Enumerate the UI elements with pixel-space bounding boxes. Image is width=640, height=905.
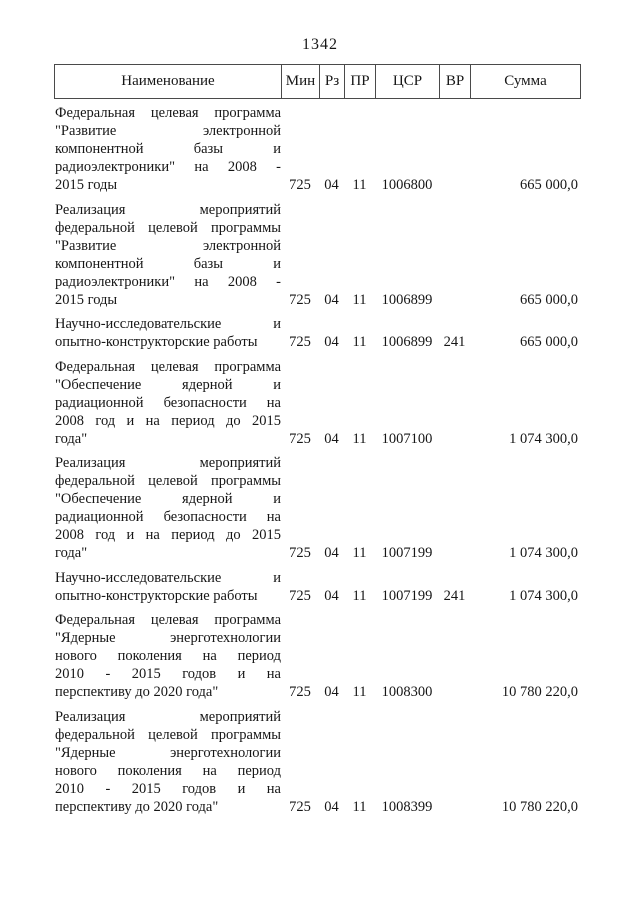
sum-cell: 665 000,0	[520, 177, 578, 193]
min-cell: 725	[289, 684, 311, 700]
header-cell-rz: Рз	[319, 65, 344, 98]
name-line: федеральной целевой программы	[55, 726, 281, 743]
csr-cell: 1007199	[381, 587, 433, 604]
name-line: 2010 - 2015 годов и на	[55, 780, 281, 797]
name-line: перспективу до 2020 года"	[55, 798, 219, 815]
min-cell: 725	[289, 545, 311, 561]
table-row	[55, 315, 580, 351]
name-cell	[55, 315, 281, 351]
rz-cell: 04	[324, 545, 339, 561]
csr-cell: 1007199	[381, 545, 433, 561]
pr-cell: 11	[352, 430, 367, 447]
name-line: Реализация мероприятий	[55, 201, 281, 218]
table-row	[55, 201, 580, 309]
csr-cell: 1006899	[381, 291, 433, 308]
sum-cell: 665 000,0	[520, 334, 578, 350]
table-body	[55, 104, 580, 822]
name-line: "Развитие электронной	[55, 123, 281, 139]
name-line: опытно-конструкторские работы	[55, 334, 258, 350]
name-line: нового поколения на период	[55, 762, 281, 779]
pr-cell: 11	[352, 798, 367, 815]
name-line: Реализация мероприятий	[55, 708, 281, 725]
name-line: "Развитие электронной	[55, 237, 281, 254]
name-cell	[55, 201, 281, 309]
min-cell: 725	[289, 291, 311, 308]
name-line: "Обеспечение ядерной и	[55, 491, 281, 507]
table-row	[55, 569, 580, 605]
name-cell	[55, 454, 281, 562]
min-cell: 725	[289, 334, 311, 350]
csr-cell: 1006899	[381, 334, 433, 350]
rz-cell: 04	[324, 684, 339, 700]
name-cell	[55, 708, 281, 816]
min-cell: 725	[289, 177, 311, 193]
name-cell	[55, 569, 281, 605]
rz-cell: 04	[324, 798, 339, 815]
csr-cell: 1006800	[381, 177, 433, 193]
min-cell: 725	[289, 430, 311, 447]
name-line: опытно-конструкторские работы	[55, 587, 258, 604]
name-line: "Ядерные энерготехнологии	[55, 744, 281, 761]
sum-cell: 665 000,0	[520, 291, 578, 308]
header-cell-pr: ПР	[344, 65, 375, 98]
name-line: года"	[55, 545, 88, 561]
name-line: федеральной целевой программы	[55, 473, 281, 489]
table-row	[55, 454, 580, 562]
header-cell-csr: ЦСР	[375, 65, 439, 98]
rz-cell: 04	[324, 177, 339, 193]
name-line: радиоэлектроники" на 2008 -	[55, 273, 281, 290]
name-line: 2015 годы	[55, 291, 118, 308]
table-row	[55, 104, 580, 194]
sum-cell: 1 074 300,0	[509, 430, 578, 447]
name-line: Федеральная целевая программа	[55, 612, 281, 628]
rz-cell: 04	[324, 587, 339, 604]
vr-cell: 241	[443, 587, 466, 604]
vr-cell: 241	[443, 334, 466, 350]
name-cell	[55, 611, 281, 701]
name-line: компонентной базы и	[55, 255, 281, 272]
name-line: радиационной безопасности на	[55, 509, 281, 525]
name-line: 2008 год и на период до 2015	[55, 527, 281, 543]
name-line: 2015 годы	[55, 177, 118, 193]
pr-cell: 11	[352, 587, 367, 604]
name-cell	[55, 358, 281, 448]
name-line: года"	[55, 430, 88, 447]
pr-cell: 11	[352, 545, 367, 561]
sum-cell: 10 780 220,0	[501, 684, 578, 700]
table-header	[54, 64, 581, 99]
csr-cell: 1008300	[381, 684, 433, 700]
name-line: Научно-исследовательские и	[55, 316, 281, 332]
name-line: 2010 - 2015 годов и на	[55, 666, 281, 682]
name-cell	[55, 104, 281, 194]
header-cell-min: Мин	[281, 65, 319, 98]
csr-cell: 1008399	[381, 798, 433, 815]
rz-cell: 04	[324, 334, 339, 350]
name-line: 2008 год и на период до 2015	[55, 412, 281, 429]
name-line: радиоэлектроники" на 2008 -	[55, 159, 281, 175]
name-line: Научно-исследовательские и	[55, 569, 281, 586]
sum-cell: 1 074 300,0	[509, 545, 578, 561]
name-line: Реализация мероприятий	[55, 455, 281, 471]
header-cell-vr: ВР	[439, 65, 470, 98]
name-line: нового поколения на период	[55, 648, 281, 664]
csr-cell: 1007100	[381, 430, 433, 447]
name-line: Федеральная целевая программа	[55, 105, 281, 121]
min-cell: 725	[289, 587, 311, 604]
table-row	[55, 611, 580, 701]
sum-cell: 1 074 300,0	[509, 587, 578, 604]
pr-cell: 11	[352, 177, 367, 193]
name-line: радиационной безопасности на	[55, 394, 281, 411]
name-line: Федеральная целевая программа	[55, 358, 281, 375]
table-row	[55, 358, 580, 448]
rz-cell: 04	[324, 430, 339, 447]
header-cell-sum: Сумма	[470, 65, 580, 98]
header-cell-name: Наименование	[121, 73, 215, 89]
name-line: "Ядерные энерготехнологии	[55, 630, 281, 646]
name-line: перспективу до 2020 года"	[55, 684, 219, 700]
page-number: 1342	[302, 36, 338, 53]
table-row	[55, 708, 580, 816]
sum-cell: 10 780 220,0	[501, 798, 578, 815]
name-line: компонентной базы и	[55, 141, 281, 157]
pr-cell: 11	[352, 334, 367, 350]
pr-cell: 11	[352, 684, 367, 700]
rz-cell: 04	[324, 291, 339, 308]
min-cell: 725	[289, 798, 311, 815]
name-line: "Обеспечение ядерной и	[55, 376, 281, 393]
name-line: федеральной целевой программы	[55, 219, 281, 236]
pr-cell: 11	[352, 291, 367, 308]
